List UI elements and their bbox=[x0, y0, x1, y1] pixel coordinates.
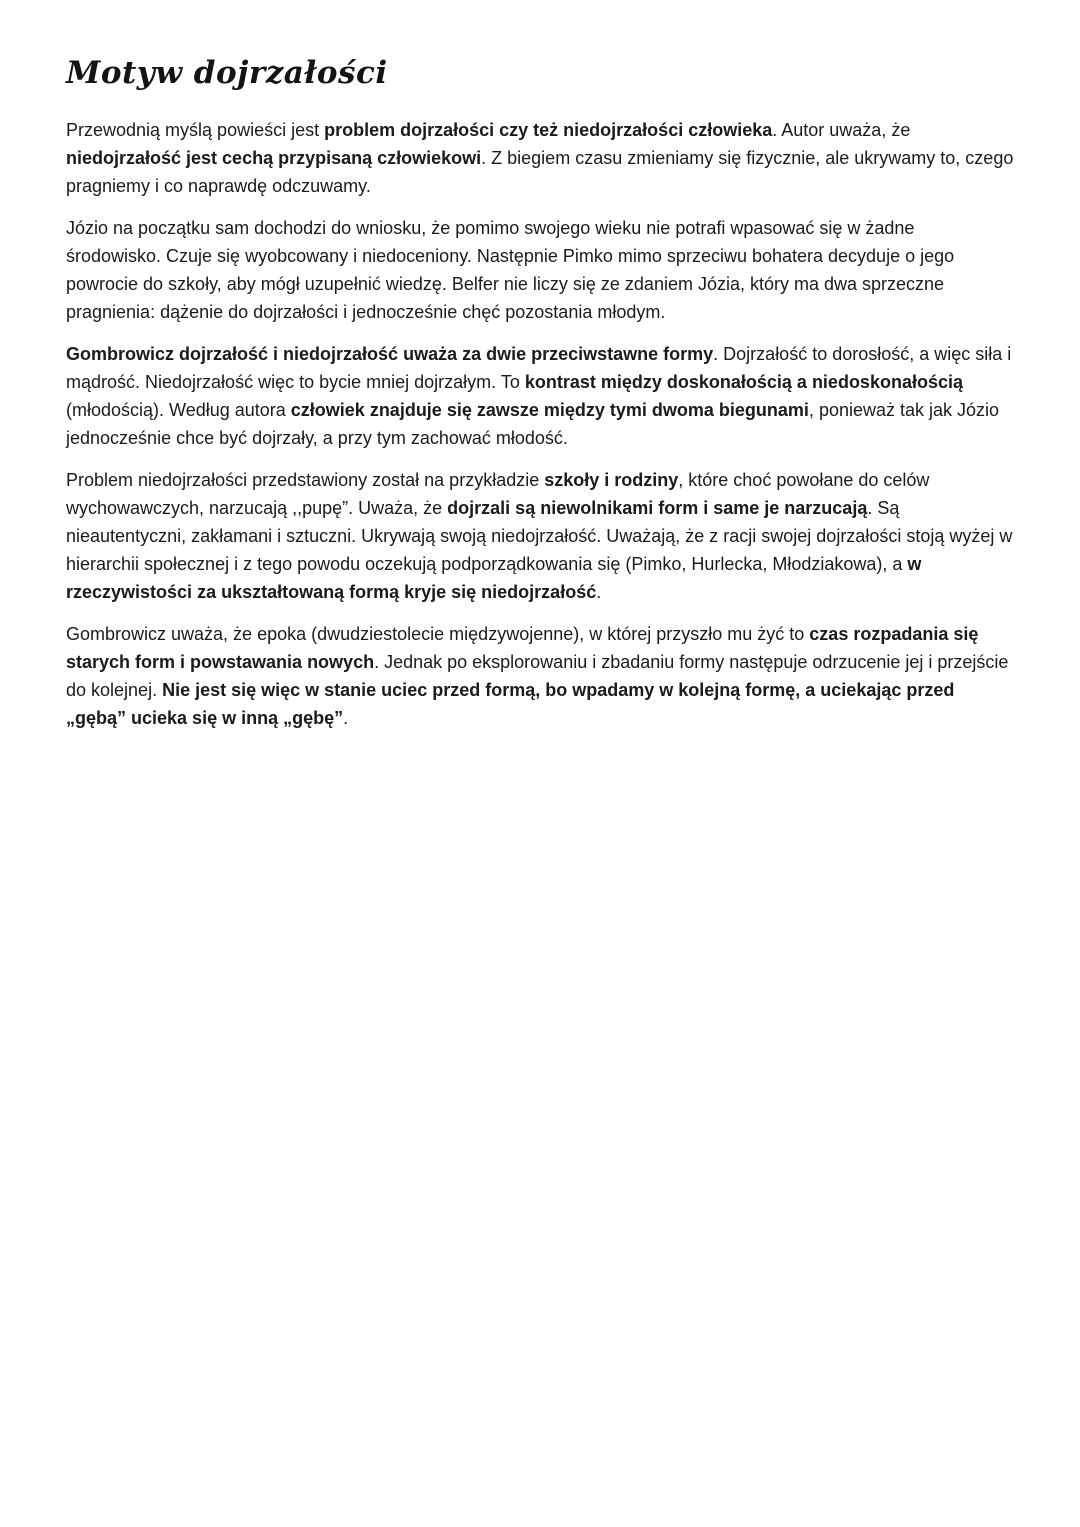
document-title: Motyw dojrzałości bbox=[66, 55, 388, 91]
text-segment-bold: czas rozpadania się starych form i powstawania nowych bbox=[66, 624, 979, 673]
document-body bbox=[66, 116, 1014, 732]
text-segment-bold: człowiek znajduje się zawsze między tymi dwoma biegunami bbox=[290, 400, 809, 421]
text-segment: . Autor uważa, że bbox=[772, 120, 911, 141]
text-segment: , które choć powołane do celów wychowawczych, narzucają ,,pupę”. Uważa, że bbox=[66, 470, 930, 519]
text-segment-bold: dojrzali są niewolnikami form i same je narzucają bbox=[447, 498, 868, 519]
paragraph bbox=[66, 116, 1014, 200]
text-segment: . bbox=[343, 708, 349, 729]
text-segment: Problem niedojrzałości przedstawiony został na przykładzie bbox=[66, 470, 545, 491]
text-segment: . Z biegiem czasu zmieniamy się fizycznie, ale ukrywamy to, czego pragniemy i co naprawdę odczuwamy. bbox=[66, 148, 1014, 197]
text-segment: . Jednak po eksplorowaniu i zbadaniu formy następuje odrzucenie jej i przejście do kolejnej. bbox=[66, 652, 1009, 701]
paragraph bbox=[66, 620, 1014, 732]
text-segment-bold: szkoły i rodziny bbox=[544, 470, 679, 491]
text-segment-bold: Nie jest się więc w stanie uciec przed formą, bo wpadamy w kolejną formę, a uciekając przed „gębą” ucieka się w inną „gębę” bbox=[66, 680, 955, 729]
text-segment-bold: niedojrzałość jest cechą przypisaną człowiekowi bbox=[66, 148, 482, 169]
text-segment: Gombrowicz uważa, że epoka (dwudziestolecie międzywojenne), w której przyszło mu żyć to bbox=[66, 624, 810, 645]
text-segment-bold: w rzeczywistości za ukształtowaną formą kryje się niedojrzałość bbox=[66, 554, 922, 603]
text-segment: (młodością). Według autora bbox=[66, 400, 291, 421]
text-segment: . bbox=[596, 582, 602, 603]
text-segment-bold: problem dojrzałości czy też niedojrzałości człowieka bbox=[324, 120, 773, 141]
paragraph bbox=[66, 214, 1014, 326]
paragraph bbox=[66, 340, 1014, 452]
text-segment: . Dojrzałość to dorosłość, a więc siła i mądrość. Niedojrzałość więc to bycie mniej dojrzałym. To bbox=[66, 344, 1012, 393]
text-segment: Józio na początku sam dochodzi do wniosku, że pomimo swojego wieku nie potrafi wpasować się w żadne środowisko. Czuje się wyobcowany i niedoceniony. Następnie Pimko mimo sprzeciwu bohatera decyduje o jego powrocie do szkoły, aby mógł uzupełnić wiedzę. Belfer nie liczy się ze zdaniem Józia, który ma dwa sprzeczne pragnienia: dążenie do dojrzałości i jednocześnie chęć pozostania młodym. bbox=[66, 218, 955, 323]
paragraph bbox=[66, 466, 1014, 606]
text-segment: , ponieważ tak jak Józio jednocześnie chce być dojrzały, a przy tym zachować młodość. bbox=[66, 400, 1000, 449]
text-segment: . Są nieautentyczni, zakłamani i sztuczni. Ukrywają swoją niedojrzałość. Uważają, że z racji swojej dojrzałości stoją wyżej w hierarchii społecznej i z tego powodu oczekują podporządkowania się (Pimko, Hurlecka, Młodziakowa), a bbox=[66, 498, 1013, 575]
text-segment: Przewodnią myślą powieści jest bbox=[66, 120, 325, 141]
text-segment-bold: kontrast między doskonałością a niedoskonałością bbox=[524, 372, 963, 393]
text-segment-bold: Gombrowicz dojrzałość i niedojrzałość uważa za dwie przeciwstawne formy bbox=[66, 344, 714, 365]
